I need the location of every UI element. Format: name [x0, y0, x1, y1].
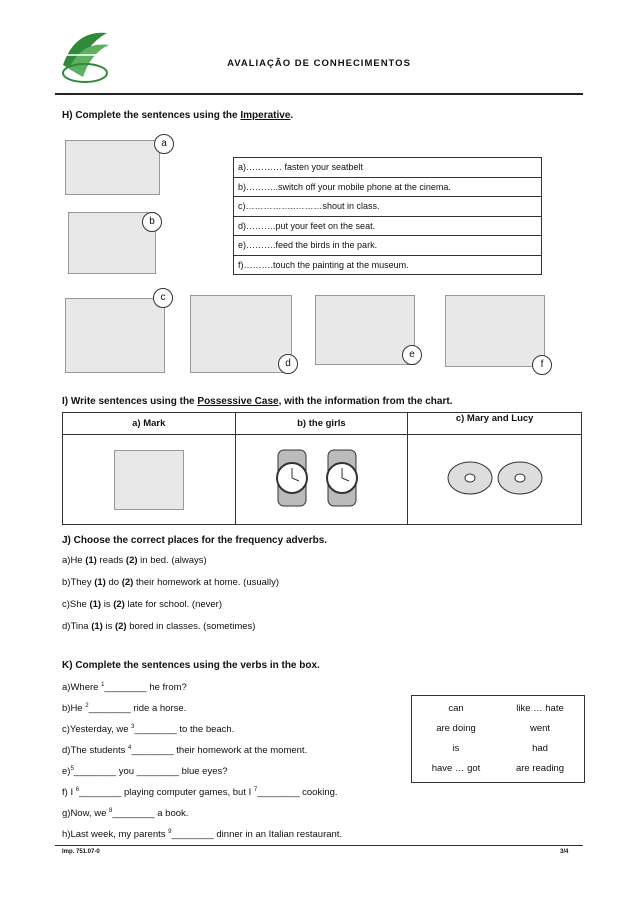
adverb-line: [62, 555, 207, 566]
label-a: a: [154, 134, 174, 154]
line-part: e): [62, 766, 71, 778]
line-part: ________ a book.: [112, 808, 189, 820]
verb-line: [62, 724, 234, 735]
imperative-row: f)……….touch the painting at the museum.: [234, 255, 542, 275]
verb-line: [62, 829, 342, 840]
gap-number: 9: [168, 829, 172, 835]
section-i-title-end: , with the information from the chart.: [278, 396, 453, 407]
line-part: is: [102, 621, 115, 632]
line-part: a)Where: [62, 682, 102, 694]
label-f: f: [532, 355, 552, 375]
line-part: ________ dinner in an Italian restaurant.: [171, 829, 343, 841]
line-part: a)He: [62, 555, 86, 566]
line-part: c)She: [62, 599, 90, 610]
shouting-class-image: [65, 298, 165, 373]
verb-line: [62, 766, 228, 777]
page-title: AVALIAÇÃO DE CONHECIMENTOS: [227, 58, 411, 69]
page-number: 3/4: [560, 849, 569, 855]
position-1: (1): [89, 599, 102, 610]
position-2: (2): [114, 621, 127, 632]
chart-header: b) the girls: [235, 413, 408, 435]
line-part: b)They: [62, 577, 95, 588]
line-part: ________ to the beach.: [134, 724, 235, 736]
adverb-line: [62, 577, 279, 588]
section-h-title-underlined: Imperative: [240, 110, 291, 121]
feeding-birds-image: [315, 295, 415, 365]
verb-line: [62, 745, 307, 756]
line-part: ________ cooking.: [257, 787, 338, 799]
header-divider: [55, 93, 583, 95]
line-part: ________ you ________ blue eyes?: [73, 766, 228, 778]
line-part: d)Tina: [62, 621, 92, 632]
possessive-chart: [62, 412, 582, 525]
watches-image: [266, 448, 376, 508]
section-i-title: [62, 396, 452, 407]
verb-option: are reading: [515, 762, 565, 774]
line-part: reads: [96, 555, 126, 566]
verb-option: like … hate: [516, 702, 564, 714]
gap-number: 6: [75, 787, 80, 793]
gap-number: 8: [109, 808, 113, 814]
school-logo: [55, 25, 113, 87]
verb-option: are doing: [436, 722, 476, 734]
section-h-title: [62, 110, 293, 121]
line-part: g)Now, we: [62, 808, 109, 820]
gap-number: 1: [101, 682, 105, 688]
section-k-title: K) Complete the sentences using the verbs in the box.: [62, 660, 320, 671]
imperative-row: c)……………..………shout in class.: [234, 197, 542, 217]
section-h-title-end: .: [290, 110, 294, 121]
line-part: ________ playing computer games, but I: [79, 787, 254, 799]
line-part: f) I: [62, 787, 76, 799]
adverb-line: [62, 621, 255, 632]
label-e: e: [402, 345, 422, 365]
label-c: c: [153, 288, 173, 308]
watches-cell: [235, 435, 408, 525]
gap-number: 3: [131, 724, 135, 730]
imperative-row: d)……….put your feet on the seat.: [234, 216, 542, 236]
computer-image: [114, 450, 184, 510]
verb-option: is: [452, 742, 460, 754]
imperative-row: e)……….feed the birds in the park.: [234, 236, 542, 256]
footer-divider: [55, 845, 583, 846]
gap-number: 2: [85, 703, 89, 709]
line-part: in bed. (always): [137, 555, 207, 566]
verb-option: had: [532, 742, 548, 754]
position-1: (1): [94, 577, 106, 588]
computer-cell: [63, 435, 236, 525]
section-i-title-text: I) Write sentences using the: [62, 396, 198, 407]
line-part: their homework at home. (usually): [133, 577, 280, 588]
verb-option: can: [448, 702, 464, 714]
line-part: ________ ride a horse.: [88, 703, 187, 715]
chart-header: a) Mark: [63, 413, 236, 435]
footer-imprint: Imp. 751.07-0: [62, 849, 100, 855]
label-b: b: [142, 212, 162, 232]
position-1: (1): [85, 555, 97, 566]
line-part: d)The students: [62, 745, 129, 757]
verb-line: [62, 787, 338, 798]
section-h-title-text: H) Complete the sentences using the: [62, 110, 241, 121]
line-part: late for school. (never): [124, 599, 223, 610]
label-d: d: [278, 354, 298, 374]
verb-line: [62, 808, 188, 819]
line-part: ________ their homework at the moment.: [131, 745, 308, 757]
verb-option: have … got: [431, 762, 481, 774]
cds-image: [440, 453, 550, 503]
verb-option: went: [529, 722, 551, 734]
feet-on-seat-image: [190, 295, 292, 373]
adverb-line: [62, 599, 222, 610]
verb-line: [62, 703, 186, 714]
imperative-row: a)………… fasten your seatbelt: [234, 158, 542, 178]
gap-number: 4: [128, 745, 132, 751]
car-passengers-image: [65, 140, 160, 195]
line-part: bored in classes. (sometimes): [126, 621, 256, 632]
verb-line: [62, 682, 187, 693]
section-j-title: J) Choose the correct places for the frequency adverbs.: [62, 535, 328, 546]
chart-header: c) Mary and Lucy: [408, 413, 582, 435]
gap-number: 5: [70, 766, 74, 772]
gap-number: 7: [253, 787, 258, 793]
line-part: b)He: [62, 703, 86, 715]
position-2: (2): [121, 577, 134, 588]
line-part: is: [101, 599, 114, 610]
line-part: do: [105, 577, 122, 588]
line-part: c)Yesterday, we: [62, 724, 132, 736]
position-1: (1): [91, 621, 103, 632]
line-part: ________ he from?: [104, 682, 187, 694]
museum-painting-image: [445, 295, 545, 367]
line-part: h)Last week, my parents: [62, 829, 169, 841]
imperative-table: [233, 157, 542, 275]
verbs-box: [411, 695, 585, 783]
cds-cell: [408, 435, 582, 525]
section-i-title-underlined: Possessive Case: [197, 396, 279, 407]
verbs-table: [414, 698, 582, 778]
imperative-row: b)………..switch off your mobile phone at the cinema.: [234, 177, 542, 197]
position-2: (2): [125, 555, 138, 566]
position-2: (2): [113, 599, 125, 610]
